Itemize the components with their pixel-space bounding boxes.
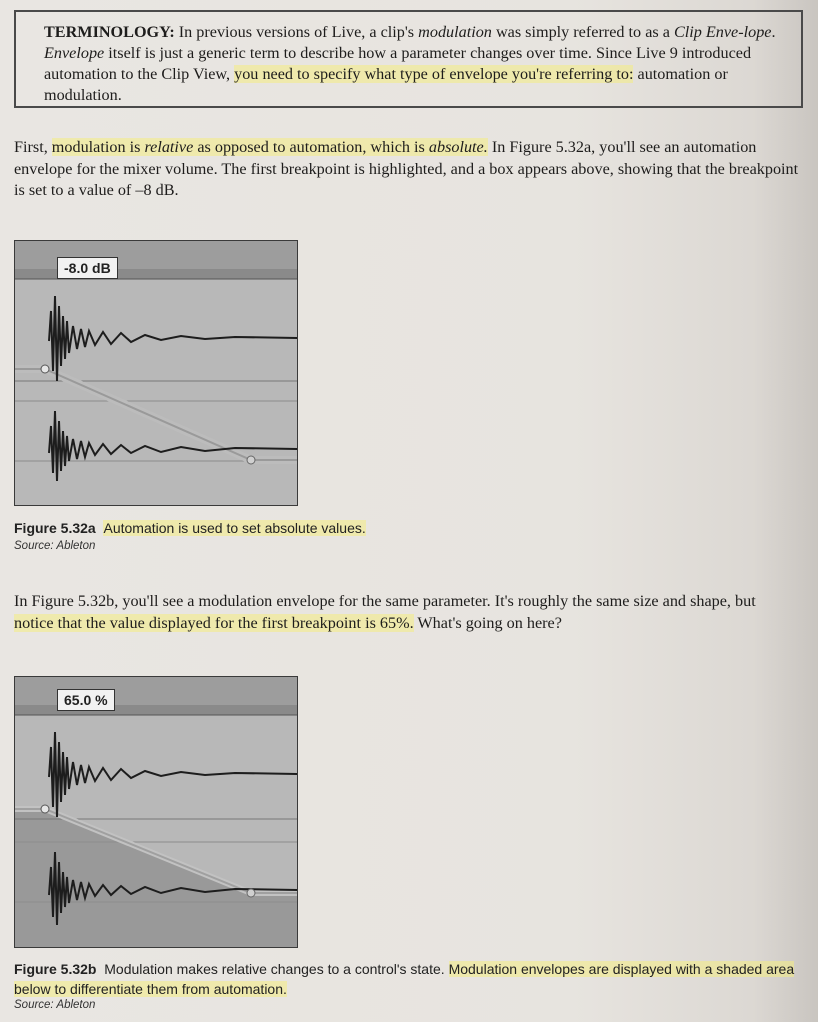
figure-number: Figure 5.32b	[14, 961, 97, 977]
para1-relative: relative	[144, 138, 194, 156]
automation-envelope-graphic	[15, 241, 298, 506]
terminology-text-2: was simply referred to as a	[491, 23, 674, 41]
caption-text: Automation is used to set absolute values.	[103, 520, 366, 536]
figure-5-32a-source: Source: Ableton	[14, 540, 96, 552]
para1-highlight-2: as opposed to automation, which is	[193, 138, 429, 156]
waveform-left	[49, 732, 298, 817]
terminology-box	[14, 10, 803, 108]
para1-highlight-1: modulation is	[51, 138, 145, 156]
paragraph-modulation-envelope	[14, 591, 799, 634]
para1-absolute: absolute.	[428, 138, 488, 156]
modulation-shaded-area	[15, 809, 298, 948]
para2-highlight: notice that the value displayed for the first breakpoint is 65%.	[14, 613, 414, 632]
para2-text-1: In Figure 5.32b, you'll see a modulation envelope for the same parameter. It's roughly the same size and shape, but	[14, 592, 756, 610]
terminology-label: TERMINOLOGY:	[44, 23, 175, 41]
para2-text-2: What's going on here?	[413, 613, 562, 632]
first-breakpoint[interactable]	[41, 805, 49, 813]
term-clip-envelope: Clip Enve-lope	[673, 23, 772, 41]
terminology-text-3: .	[771, 23, 776, 41]
para1-text-1: First,	[14, 138, 52, 156]
caption-text-2: Modulation envelopes are displayed with a shaded area below to differentiate them from automation.	[14, 961, 795, 997]
terminology-text-5: automation or modulation.	[44, 65, 728, 104]
terminology-highlight: you need to specify what type of envelope you're referring to:	[234, 65, 634, 83]
second-breakpoint[interactable]	[247, 456, 255, 464]
breakpoint-value-box: -8.0 dB	[57, 257, 118, 279]
figure-number: Figure 5.32a	[14, 520, 96, 536]
figure-5-32a-caption	[14, 518, 804, 538]
paragraph-modulation-relative	[14, 137, 799, 202]
breakpoint-value-box: 65.0 %	[57, 689, 115, 711]
para1-text-2: In Figure 5.32a, you'll see an automation envelope for the mixer volume. The first breakpoint is highlighted, and a box appears above, showing that the breakpoint is set to a value of –8 dB.	[14, 138, 799, 199]
figure-5-32b-caption	[14, 959, 804, 999]
modulation-envelope-graphic	[15, 677, 298, 948]
figure-5-32b-source: Source: Ableton	[14, 999, 96, 1011]
term-envelope: Envelope	[44, 44, 105, 62]
terminology-text-4: itself is just a generic term to describe how a parameter changes over time. Since Live 9 introduced automation to the Clip View,	[44, 44, 752, 83]
second-breakpoint[interactable]	[247, 889, 255, 897]
figure-5-32a-screenshot	[14, 240, 298, 506]
caption-text-1: Modulation makes relative changes to a control's state.	[104, 961, 449, 977]
term-modulation: modulation	[418, 23, 492, 41]
terminology-text-1: In previous versions of Live, a clip's	[174, 23, 419, 41]
figure-5-32b-screenshot	[14, 676, 298, 948]
waveform-left	[49, 296, 298, 381]
first-breakpoint[interactable]	[41, 365, 49, 373]
